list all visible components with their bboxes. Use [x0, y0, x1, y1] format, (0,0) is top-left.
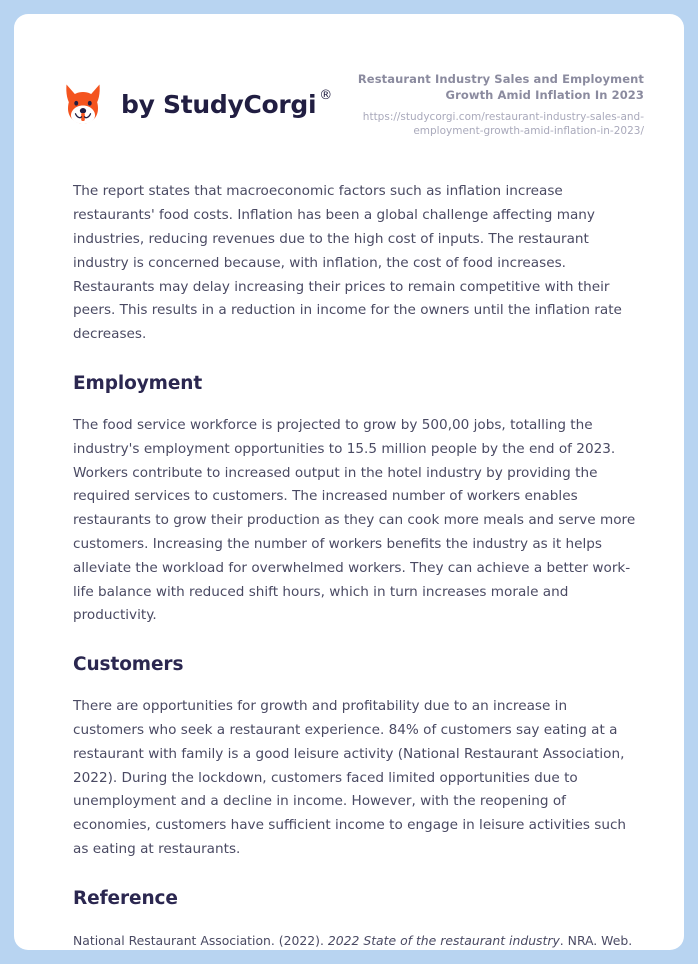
citation-author-year: National Restaurant Association. (2022). — [73, 932, 328, 948]
document-title: Restaurant Industry Sales and Employment Growth Amid Inflation In 2023 — [357, 72, 644, 102]
section-customers — [73, 654, 639, 862]
section-paragraph-employment: The food service workforce is projected to grow by 500,00 jobs, totalling the industry's employment opportunities to 15.5 million people by the end of 2023. Workers contribute to increased output in the hotel industry by providing the required services to customers. The increased number of workers enables restaurants to grow their production as they can cook more meals and serve more customers. Increasing the number of workers benefits the industry as it helps alleviate the workload for overwhelmed workers. They can achieve a better work-life balance with reduced shift hours, which in turn increases morale and productivity. — [73, 416, 636, 624]
registered-trademark-icon: ® — [319, 87, 333, 103]
reference-citation — [73, 929, 639, 953]
section-reference — [73, 888, 639, 953]
intro-paragraph: The report states that macroeconomic factors such as inflation increase restaurants' food costs. Inflation has been a global challenge affecting many industries, reducing revenues due to the high cost of inputs. The restaurant industry is concerned because, with inflation, the cost of food increases. Restaurants may delay increasing their prices to remain competitive with their peers. This results in a reduction in income for the owners until the inflation rate decreases. — [73, 183, 622, 343]
section-heading-reference: Reference — [73, 887, 178, 909]
article-card — [14, 14, 684, 950]
section-heading-employment: Employment — [73, 372, 203, 394]
citation-title: 2022 State of the restaurant industry — [327, 932, 560, 948]
citation-publisher: . NRA. Web. — [559, 932, 633, 948]
corgi-head-icon — [59, 80, 107, 128]
page-header — [14, 14, 684, 138]
section-employment — [73, 373, 639, 628]
brand-lockup[interactable] — [59, 66, 332, 128]
article-content — [14, 180, 684, 952]
section-heading-customers: Customers — [73, 654, 184, 676]
wordmark-text: by StudyCorgi — [121, 89, 317, 119]
source-url[interactable]: https://studycorgi.com/restaurant-industry-sales-and-employment-growth-amid-inflation-in-2023/ — [362, 111, 644, 138]
section-paragraph-customers: There are opportunities for growth and profitability due to an increase in customers who seek a restaurant experience. 84% of customers say eating at a restaurant with family is a good leisure activity (National Restaurant Association, 2022). During the lockdown, customers faced limited opportunities due to unemployment and a decline in income. However, with the reopening of economies, customers have sufficient income to engage in leisure activities such as eating at restaurants. — [73, 698, 627, 857]
document-meta — [332, 66, 644, 138]
studycorgi-wordmark — [121, 87, 333, 119]
